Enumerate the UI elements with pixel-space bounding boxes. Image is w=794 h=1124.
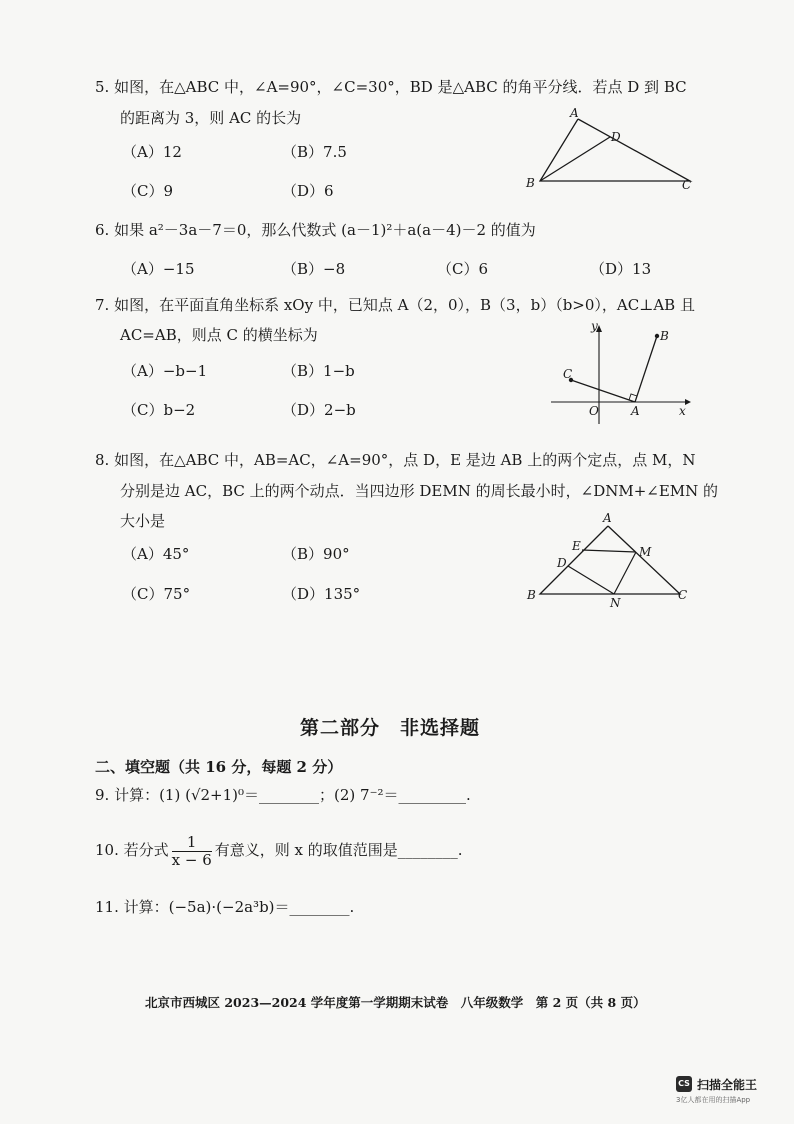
q8-label-d: D [557,556,567,570]
q5-label-d: D [611,130,621,144]
q6-option-c: （C）6 [437,260,489,278]
q10-fraction [172,834,212,869]
q5-option-a: （A）12 [122,143,182,161]
q8-option-d: （D）135° [282,585,361,603]
q7-label-a: A [631,404,640,418]
q8-label-c: C [678,588,688,602]
q10-suffix: 有意义，则 x 的取值范围是________. [214,841,463,859]
part2-title: 第二部分 非选择题 [300,717,481,739]
q7-label-b: B [660,329,669,343]
q8-label-e: E [572,539,581,553]
q7-option-b: （B）1−b [282,362,355,380]
q9-text: 9. 计算：(1) (√2+1)⁰＝________；(2) 7⁻²＝_________. [95,786,471,804]
q11-text: 11. 计算：(−5a)·(−2a³b)＝________. [95,898,355,916]
q5-line2: 的距离为 3，则 AC 的长为 [120,109,302,127]
page-footer: 北京市西城区 2023—2024 学年度第一学期期末试卷 八年级数学 第 2 页（共 8 页） [145,995,646,1010]
q7-figure [545,318,695,428]
q8-figure [522,508,702,608]
q7-line1: 7. 如图，在平面直角坐标系 xOy 中，已知点 A（2，0），B（3，b）（b>0），AC⊥AB 且 [95,296,695,314]
q8-label-n: N [610,596,621,608]
q7-option-d: （D）2−b [282,401,356,419]
q7-option-a: （A）−b−1 [122,362,208,380]
q7-line2: AC=AB，则点 C 的横坐标为 [120,326,318,344]
q7-label-o: O [589,404,599,418]
q10-denominator: x − 6 [171,850,212,869]
q6-option-a: （A）−15 [122,260,195,278]
q10-prefix: 10. 若分式 [95,841,169,859]
q10-line [95,832,463,869]
q8-option-b: （B）90° [282,545,350,563]
q5-label-a: A [570,106,579,120]
q5-label-c: C [682,178,692,192]
q6-option-b: （B）−8 [282,260,346,278]
q8-line1: 8. 如图，在△ABC 中，AB=AC，∠A=90°，点 D，E 是边 AB 上的两个定点，点 M，N [95,451,696,469]
q5-label-b: B [526,176,535,190]
scanner-logo-icon: CS [676,1076,692,1092]
q5-line1: 5. 如图，在△ABC 中，∠A=90°，∠C=30°，BD 是△ABC 的角平分线．若点 D 到 BC [95,78,687,96]
q7-label-c: C [563,367,573,381]
q6-option-d: （D）13 [590,260,652,278]
q7-label-y: y [591,319,598,333]
q5-option-c: （C）9 [122,182,174,200]
q6-line1: 6. 如果 a²－3a－7＝0，那么代数式 (a－1)²＋a(a－4)－2 的值为 [95,221,536,239]
q7-option-c: （C）b−2 [122,401,196,419]
q10-numerator: 1 [172,834,212,852]
q8-label-b: B [527,588,536,602]
q8-option-a: （A）45° [122,545,190,563]
q5-figure [520,105,700,195]
q7-label-x: x [679,404,686,418]
section2-heading: 二、填空题（共 16 分，每题 2 分） [95,758,343,776]
q5-option-b: （B）7.5 [282,143,347,161]
scanner-name: 扫描全能王 [697,1078,758,1092]
q8-line3: 大小是 [120,512,166,530]
q5-option-d: （D）6 [282,182,334,200]
q8-option-c: （C）75° [122,585,191,603]
q8-label-m: M [639,545,652,559]
q8-label-a: A [603,511,612,525]
scanner-tagline: 3亿人都在用的扫描App [676,1096,751,1104]
q8-line2: 分别是边 AC，BC 上的两个动点．当四边形 DEMN 的周长最小时，∠DNM+∠EMN 的 [120,482,719,500]
